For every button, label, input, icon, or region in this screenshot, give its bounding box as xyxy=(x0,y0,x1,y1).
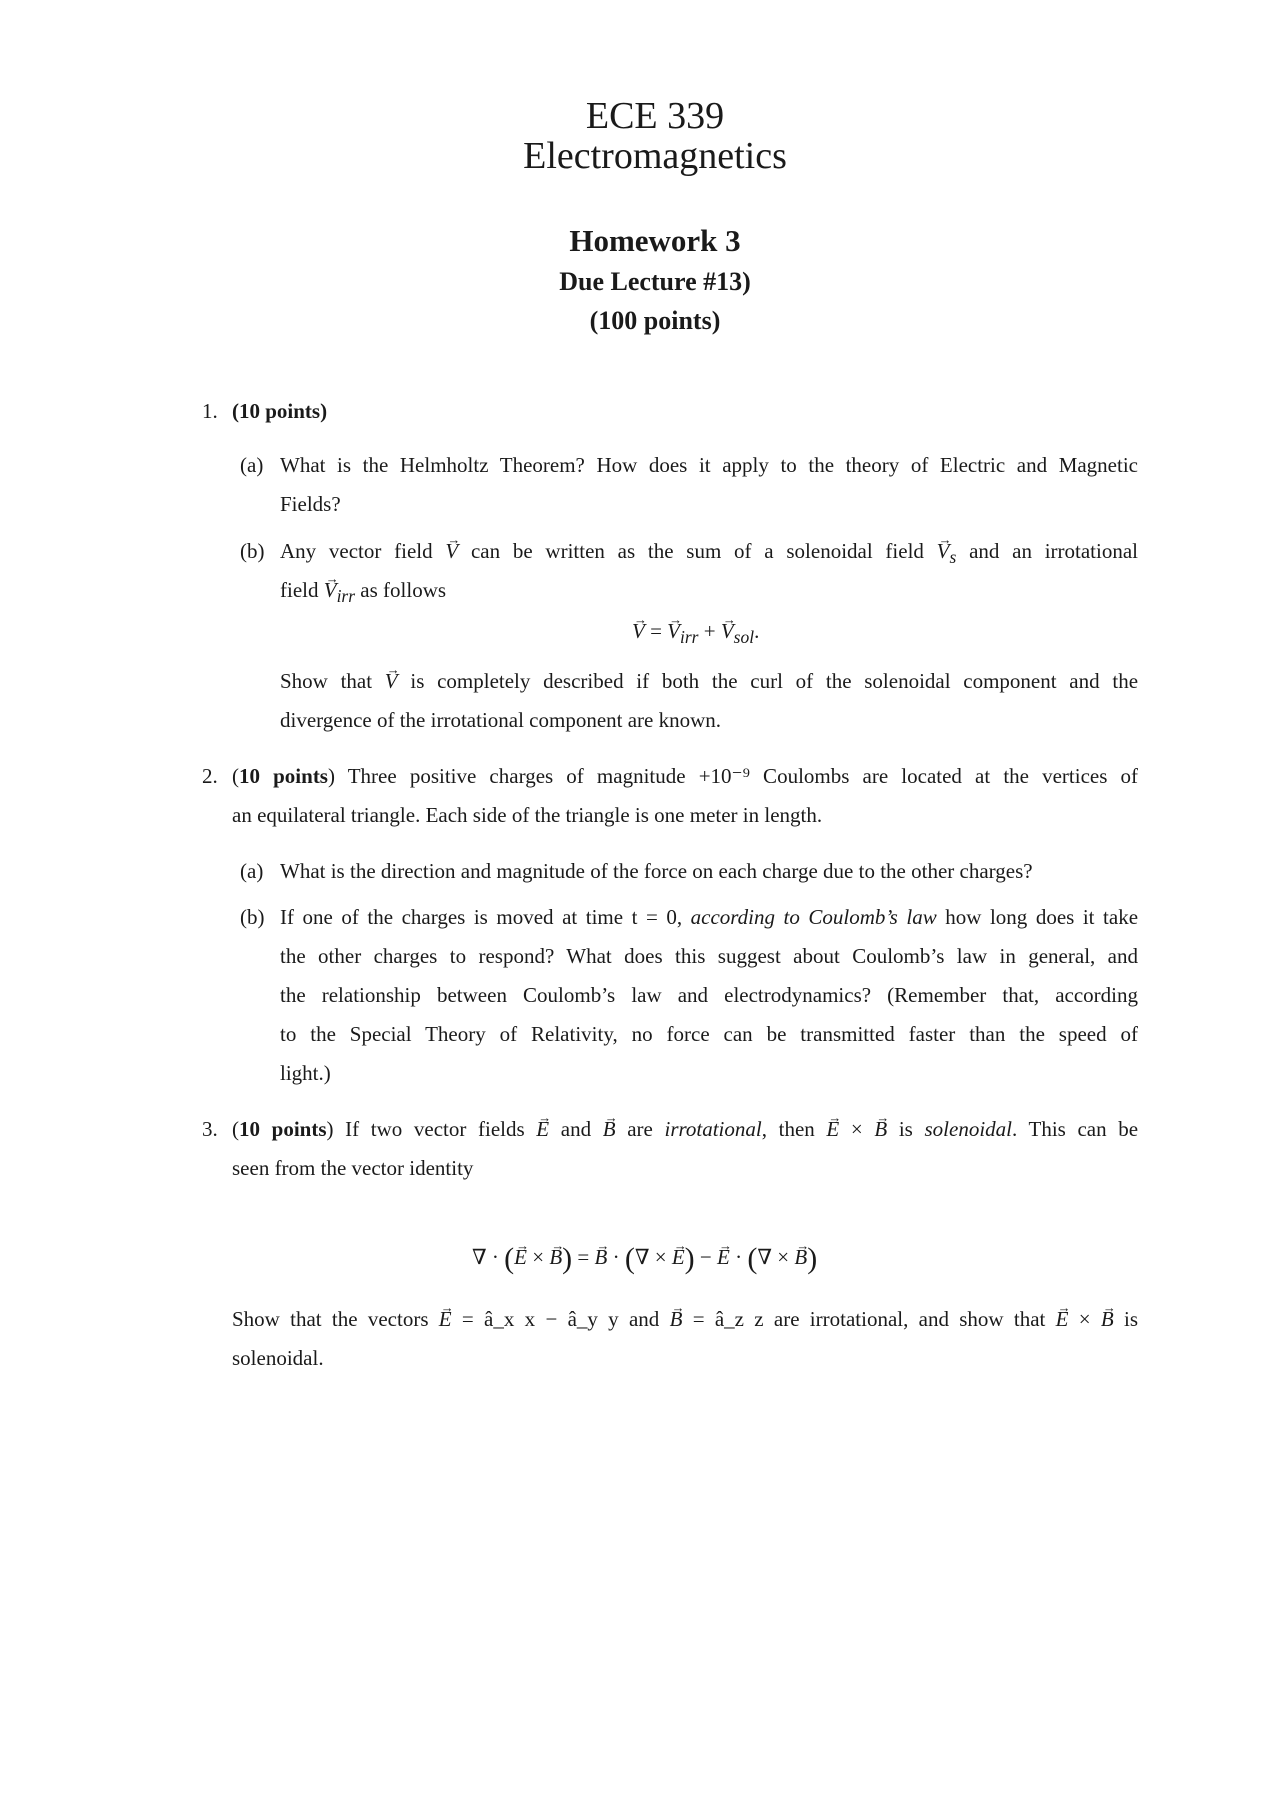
problem-2a-text: What is the direction and magnitude of the force on each charge due to the other charges? xyxy=(280,859,1033,883)
vector-identity: ∇ · (→ E × → B) = → B · (∇ × → E) − → E · (∇ × → B) xyxy=(472,1238,817,1278)
problem-1b-line-3: Show that → V is completely described if both the curl of the solenoidal component and the xyxy=(280,662,1138,701)
problem-1a-line-2: Fields? xyxy=(280,492,341,516)
course-subject: Electromagnetics xyxy=(523,135,787,177)
problem-2b-line-1: If one of the charges is moved at time t = 0, according to Coulomb’s law how long does it take xyxy=(280,905,1139,929)
problem-2b-line-2: the other charges to respond? What does this suggest about Coulomb’s law in general, and xyxy=(280,944,1138,968)
problem-2-line-1: (10 points) Three positive charges of magnitude +10⁻⁹ Coulombs are located at the vertices of xyxy=(232,764,1139,788)
problem-2-line-1-text: Three positive charges of magnitude +10⁻⁹ Coulombs are located at the vertices of xyxy=(347,764,1139,788)
problem-1a-line-1: What is the Helmholtz Theorem? How does it apply to the theory of Electric and Magnetic xyxy=(280,453,1138,477)
problem-3-line-1: (10 points) If two vector fields → E and → B are irrotational, then → E × → B is solenoidal. This can be xyxy=(232,1110,1138,1149)
problem-3-line-2: seen from the vector identity xyxy=(232,1156,474,1180)
problem-2b-line-5: light.) xyxy=(280,1061,331,1085)
problem-2a-label: (a) xyxy=(240,859,264,883)
problem-3-show-line-2: solenoidal. xyxy=(232,1346,324,1370)
homework-title: Homework 3 xyxy=(569,223,741,258)
due-line: Due Lecture #13) xyxy=(559,267,751,296)
problem-1a-label: (a) xyxy=(240,453,264,477)
course-title: ECE 339 xyxy=(585,95,725,137)
problem-1-points: (10 points) xyxy=(232,399,328,423)
problem-2b-line-3: the relationship between Coulomb’s law and electrodynamics? (Remember that, according xyxy=(280,983,1138,1007)
helmholtz-equation: → V = → $V_{irr}$ + → $V_{sol}$. xyxy=(632,612,759,657)
problem-1-number: 1. xyxy=(202,399,218,423)
problem-1b-line-1: Any vector field → V can be written as the sum of a solenoidal field → $V_s$ and an irrotational xyxy=(280,532,1138,577)
total-points: (100 points) xyxy=(589,306,721,335)
problem-3-show-line-1: Show that the vectors → E = â_x x − â_y y and → B = â_z z are irrotational, and show that → E × → B is xyxy=(232,1300,1138,1339)
problem-1b-line-2: field → $V_{irr}$ as follows xyxy=(280,571,1138,616)
problem-2b-line-4: to the Special Theory of Relativity, no force can be transmitted faster than the speed of xyxy=(280,1022,1138,1046)
problem-2-line-2: an equilateral triangle. Each side of the triangle is one meter in length. xyxy=(232,803,823,827)
problem-2-number: 2. xyxy=(202,764,218,788)
problem-1b-label: (b) xyxy=(240,539,265,563)
problem-1b-line-4: divergence of the irrotational component are known. xyxy=(280,708,722,732)
problem-2b-label: (b) xyxy=(240,905,265,929)
problem-3-number: 3. xyxy=(202,1117,218,1141)
